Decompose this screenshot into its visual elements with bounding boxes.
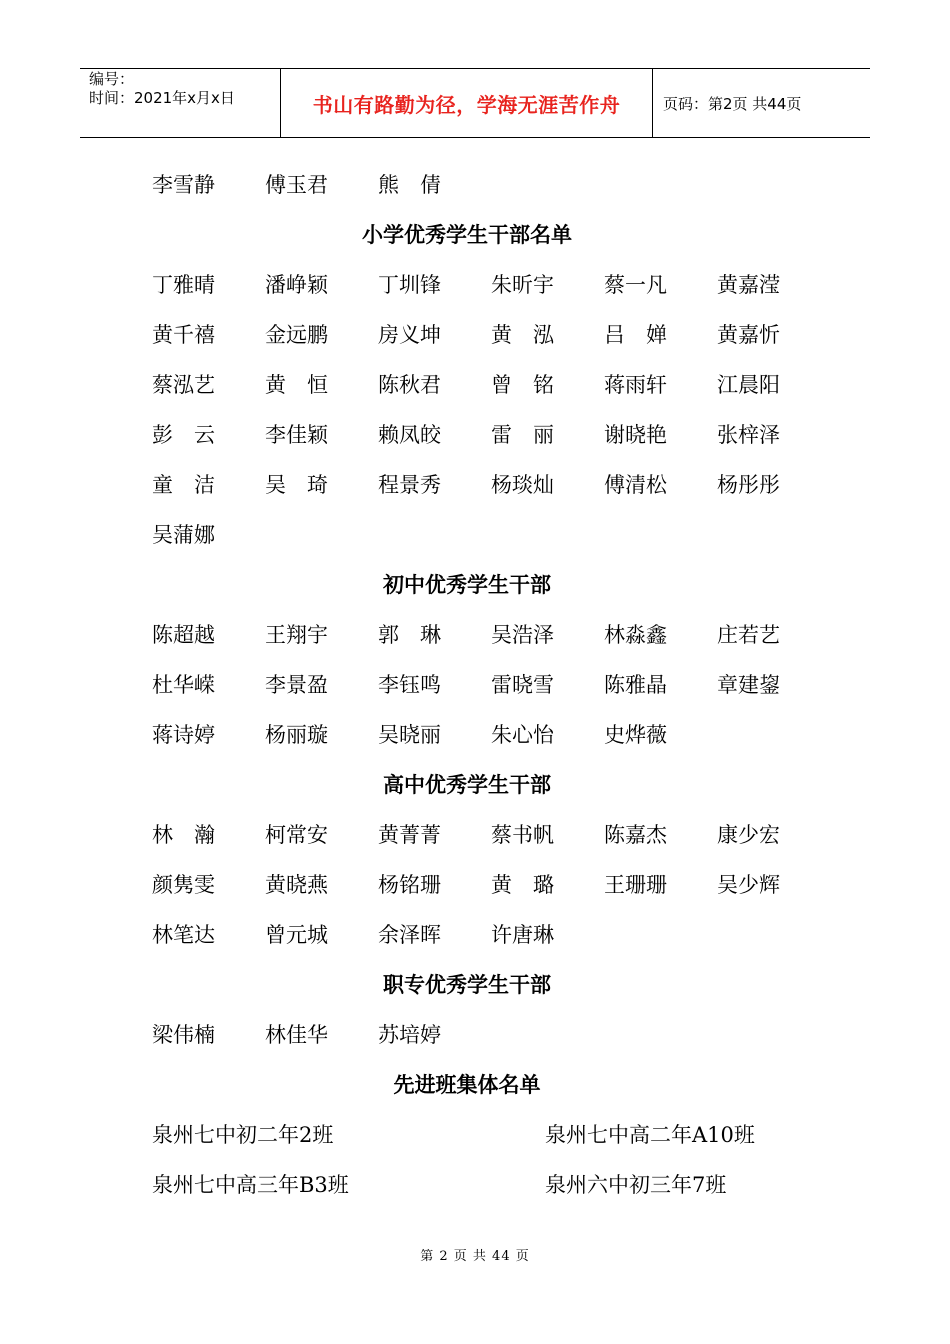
student-name: 吴蒲娜 <box>152 523 215 547</box>
name-row <box>152 510 812 560</box>
student-name: 黄嘉滢 <box>717 273 780 297</box>
class-name: 泉州七中高二年A10班 <box>545 1123 755 1147</box>
student-name: 吴晓丽 <box>378 723 441 747</box>
student-name: 张梓泽 <box>717 423 780 447</box>
name-row <box>152 360 812 410</box>
class-name: 泉州六中初三年7班 <box>545 1173 727 1197</box>
student-name: 蔡书帆 <box>491 823 554 847</box>
student-name: 蔡一凡 <box>604 273 667 297</box>
student-name: 蔡泓艺 <box>152 373 215 397</box>
section-heading: 先进班集体名单 <box>393 1073 541 1097</box>
student-name: 童 洁 <box>152 473 215 497</box>
class-name: 泉州七中高三年B3班 <box>152 1173 349 1197</box>
student-name: 许唐琳 <box>491 923 554 947</box>
name-row <box>152 160 812 210</box>
student-name: 江晨阳 <box>717 373 780 397</box>
student-name: 李钰鸣 <box>378 673 441 697</box>
student-name: 王珊珊 <box>604 873 667 897</box>
student-name: 丁雅晴 <box>152 273 215 297</box>
student-name: 黄 恒 <box>265 373 328 397</box>
student-name: 赖凤皎 <box>378 423 441 447</box>
class-row <box>152 1160 812 1210</box>
student-name: 陈嘉杰 <box>604 823 667 847</box>
page-header <box>80 68 870 138</box>
student-name: 李雪静 <box>152 173 215 197</box>
student-name: 林笔达 <box>152 923 215 947</box>
class-row <box>152 1110 812 1160</box>
student-name: 王翔宇 <box>265 623 328 647</box>
student-name: 杨琰灿 <box>491 473 554 497</box>
student-name: 金远鹏 <box>265 323 328 347</box>
name-row <box>152 660 812 710</box>
student-name: 丁圳锋 <box>378 273 441 297</box>
student-name: 黄 泓 <box>491 323 554 347</box>
student-name: 陈超越 <box>152 623 215 647</box>
student-name: 黄千禧 <box>152 323 215 347</box>
student-name: 庄若艺 <box>717 623 780 647</box>
name-row <box>152 1010 812 1060</box>
name-row <box>152 260 812 310</box>
student-name: 谢晓艳 <box>604 423 667 447</box>
name-row <box>152 460 812 510</box>
header-meta <box>80 69 281 137</box>
student-name: 杨铭珊 <box>378 873 441 897</box>
student-name: 杨彤彤 <box>717 473 780 497</box>
name-row <box>152 310 812 360</box>
student-name: 李佳颖 <box>265 423 328 447</box>
student-name: 陈雅晶 <box>604 673 667 697</box>
student-name: 曾 铭 <box>491 373 554 397</box>
student-name: 梁伟楠 <box>152 1023 215 1047</box>
student-name: 康少宏 <box>717 823 780 847</box>
student-name: 黄 璐 <box>491 873 554 897</box>
student-name: 吴浩泽 <box>491 623 554 647</box>
section-heading: 职专优秀学生干部 <box>383 973 551 997</box>
student-name: 朱心怡 <box>491 723 554 747</box>
student-name: 郭 琳 <box>378 623 441 647</box>
section-heading: 初中优秀学生干部 <box>383 573 551 597</box>
name-row <box>152 710 812 760</box>
page-footer: 第 2 页 共 44 页 <box>420 1249 530 1264</box>
header-page-info: 页码：第2页 共44页 <box>663 94 802 113</box>
student-name: 史烨薇 <box>604 723 667 747</box>
student-name: 程景秀 <box>378 473 441 497</box>
student-name: 黄晓燕 <box>265 873 328 897</box>
section-heading: 小学优秀学生干部名单 <box>362 223 572 247</box>
student-name: 雷 丽 <box>491 423 554 447</box>
student-name: 柯常安 <box>265 823 328 847</box>
section-heading: 高中优秀学生干部 <box>383 773 551 797</box>
student-name: 蒋雨轩 <box>604 373 667 397</box>
time-label: 时间：2021年x月x日 <box>89 89 235 107</box>
student-name: 熊 倩 <box>378 173 441 197</box>
name-row <box>152 410 812 460</box>
header-motto: 书山有路勤为径，学海无涯苦作舟 <box>281 69 653 137</box>
student-name: 颜隽雯 <box>152 873 215 897</box>
student-name: 黄菁菁 <box>378 823 441 847</box>
class-name: 泉州七中初二年2班 <box>152 1123 334 1147</box>
student-name: 彭 云 <box>152 423 215 447</box>
student-name: 余泽晖 <box>378 923 441 947</box>
name-row <box>152 810 812 860</box>
student-name: 苏培婷 <box>378 1023 441 1047</box>
student-name: 杨丽璇 <box>265 723 328 747</box>
number-label: 编号： <box>89 70 135 88</box>
name-row <box>152 860 812 910</box>
student-name: 傅玉君 <box>265 173 328 197</box>
student-name: 朱昕宇 <box>491 273 554 297</box>
student-name: 潘峥颖 <box>265 273 328 297</box>
student-name: 黄嘉忻 <box>717 323 780 347</box>
student-name: 曾元城 <box>265 923 328 947</box>
student-name: 林佳华 <box>265 1023 328 1047</box>
student-name: 傅清松 <box>604 473 667 497</box>
name-row <box>152 910 812 960</box>
student-name: 雷晓雪 <box>491 673 554 697</box>
student-name: 吴少辉 <box>717 873 780 897</box>
student-name: 陈秋君 <box>378 373 441 397</box>
student-name: 吴 琦 <box>265 473 328 497</box>
name-row <box>152 610 812 660</box>
student-name: 吕 婵 <box>604 323 667 347</box>
student-name: 蒋诗婷 <box>152 723 215 747</box>
document-body <box>152 160 812 1210</box>
student-name: 章建鋆 <box>717 673 780 697</box>
student-name: 林淼鑫 <box>604 623 667 647</box>
student-name: 李景盈 <box>265 673 328 697</box>
student-name: 房义坤 <box>378 323 441 347</box>
student-name: 林 瀚 <box>152 823 215 847</box>
student-name: 杜华嵘 <box>152 673 215 697</box>
